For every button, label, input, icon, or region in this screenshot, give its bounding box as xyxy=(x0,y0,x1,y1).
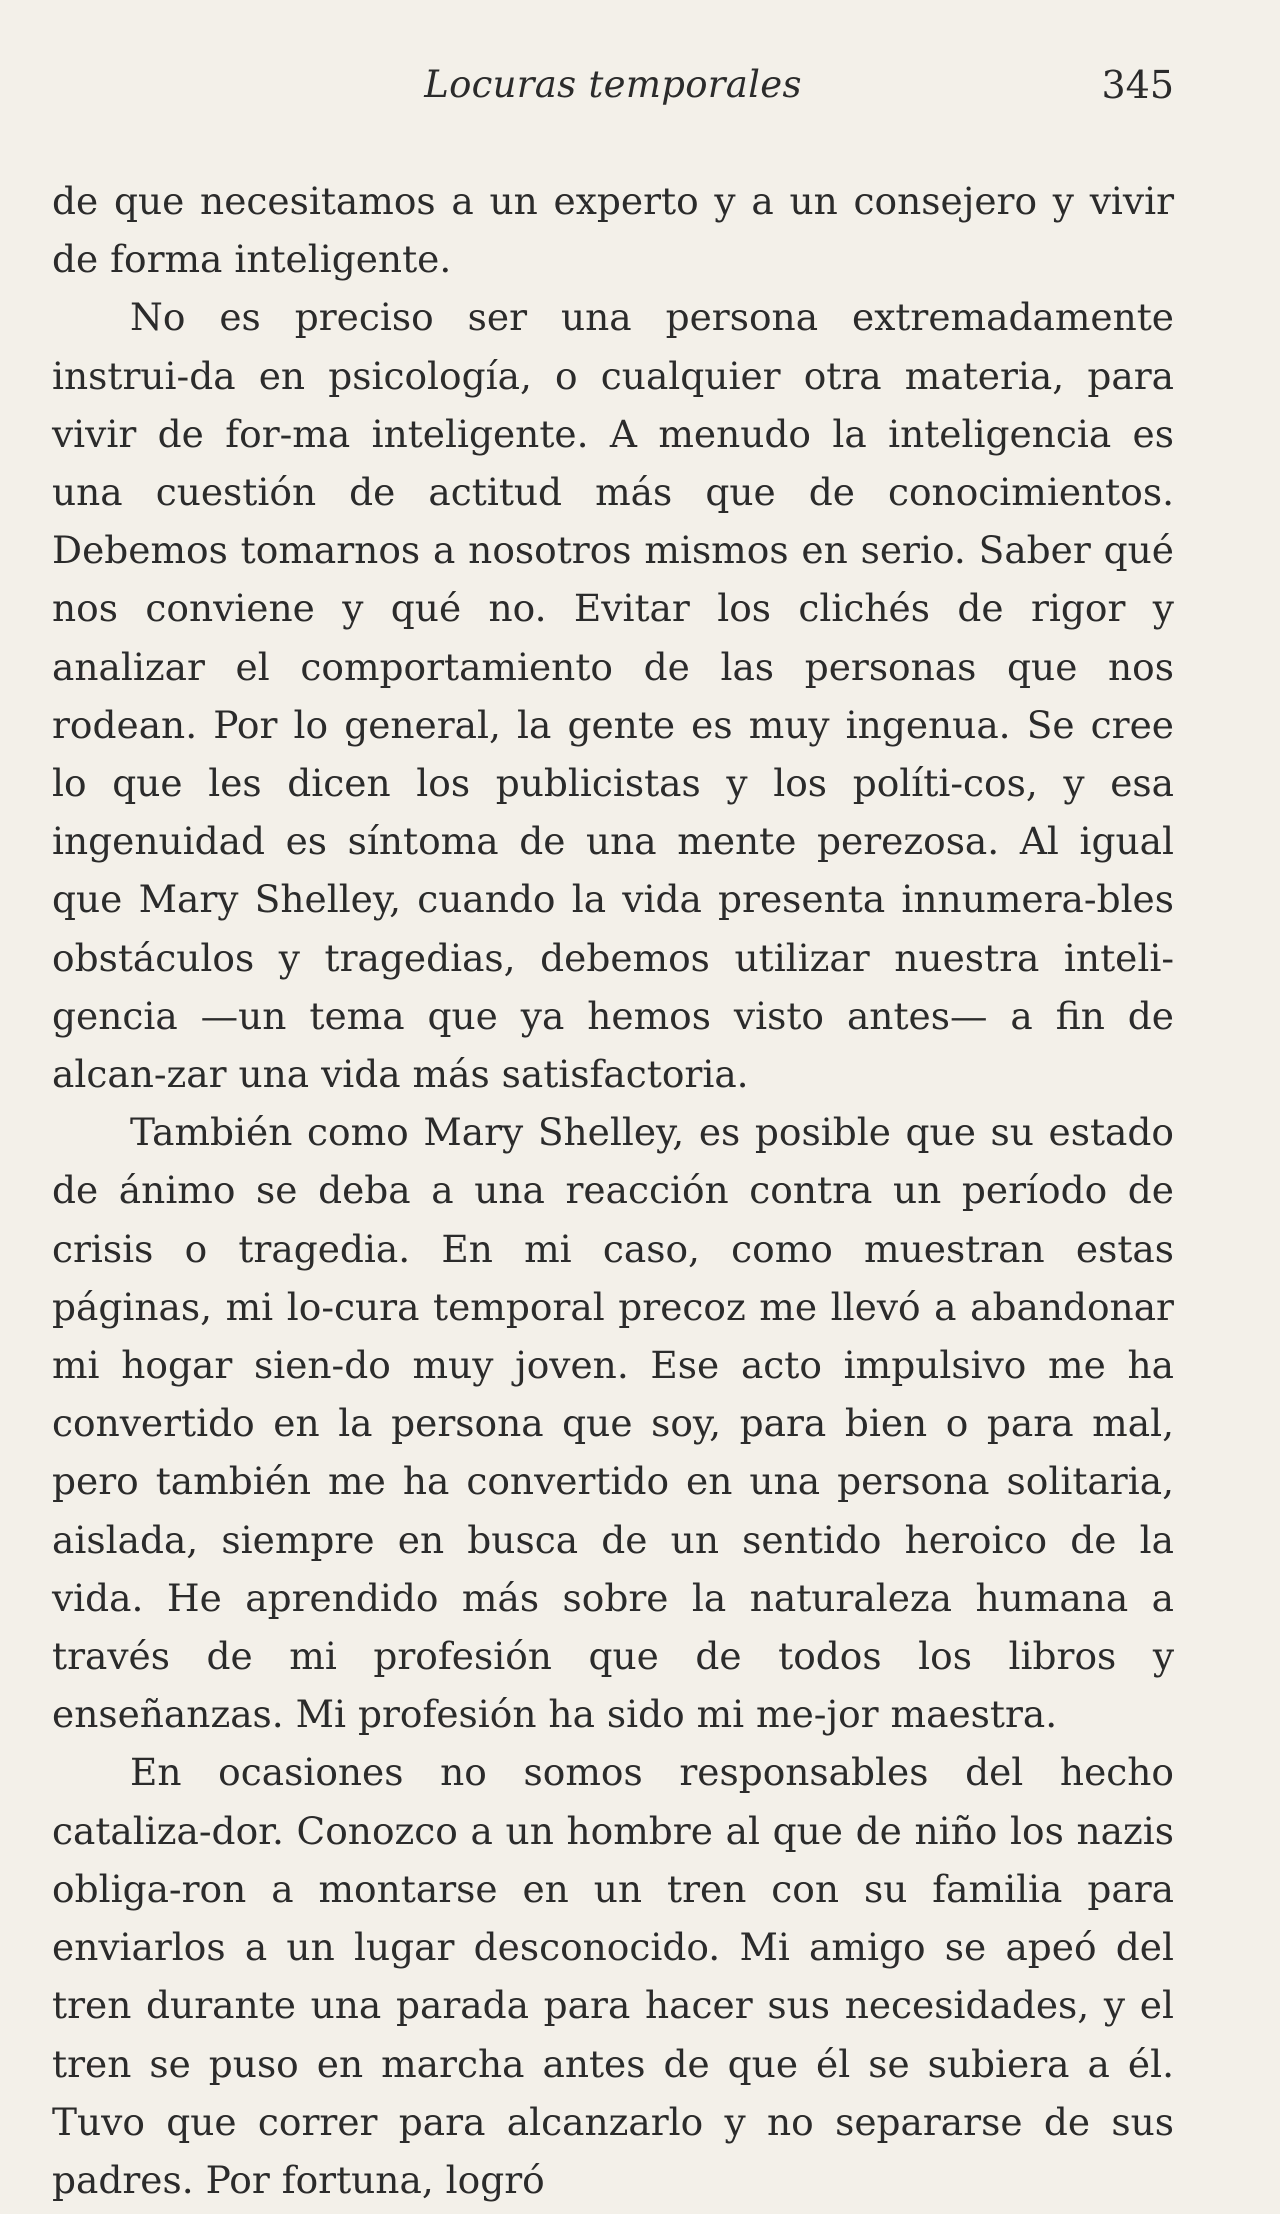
running-header xyxy=(52,55,1174,115)
paragraph: En ocasiones no somos responsables del hecho cataliza-dor. Conozco a un hombre al que de niño los nazis obliga-ron a montarse en un tren con su familia para enviarlos a un lugar desconocido. Mi amigo se apeó del tren durante una parada para hacer sus necesidades, y el tren se puso en marcha antes de que él se subiera a él. Tuvo que correr para alcanzarlo y no separarse de sus padres. Por fortuna, logró xyxy=(52,1750,1174,2202)
paragraph: No es preciso ser una persona extremadamente instrui-da en psicología, o cualquier otra materia, para vivir de for-ma inteligente. A menudo la inteligencia es una cuestión de actitud más que de conocimientos. Debemos tomarnos a nosotros mismos en serio. Saber qué nos conviene y qué no. Evitar los clichés de rigor y analizar el comportamiento de las personas que nos rodean. Por lo general, la gente es muy ingenua. Se cree lo que les dicen los publicistas y los políti-cos, y esa ingenuidad es síntoma de una mente perezosa. Al igual que Mary Shelley, cuando la vida presenta innumera-bles obstáculos y tragedias, debemos utilizar nuestra inteli-gencia —un tema que ya hemos visto antes— a fin de alcan-zar una vida más satisfactoria. xyxy=(52,295,1174,1097)
paragraph: También como Mary Shelley, es posible que su estado de ánimo se deba a una reacción contra un período de crisis o tragedia. En mi caso, como muestran estas páginas, mi lo-cura temporal precoz me llevó a abandonar mi hogar sien-do muy joven. Ese acto impulsivo me ha convertido en la persona que soy, para bien o para mal, pero también me ha convertido en una persona solitaria, aislada, siempre en busca de un sentido heroico de la vida. He aprendido más sobre la naturaleza humana a través de mi profesión que de todos los libros y enseñanzas. Mi profesión ha sido mi me-jor maestra. xyxy=(52,1110,1174,1737)
page-number: 345 xyxy=(1101,63,1174,107)
body-text xyxy=(52,172,1174,2209)
chapter-title: Locuras temporales xyxy=(424,63,802,106)
paragraph-continuation: de que necesitamos a un experto y a un consejero y vivir de forma inteligente. xyxy=(52,179,1174,282)
